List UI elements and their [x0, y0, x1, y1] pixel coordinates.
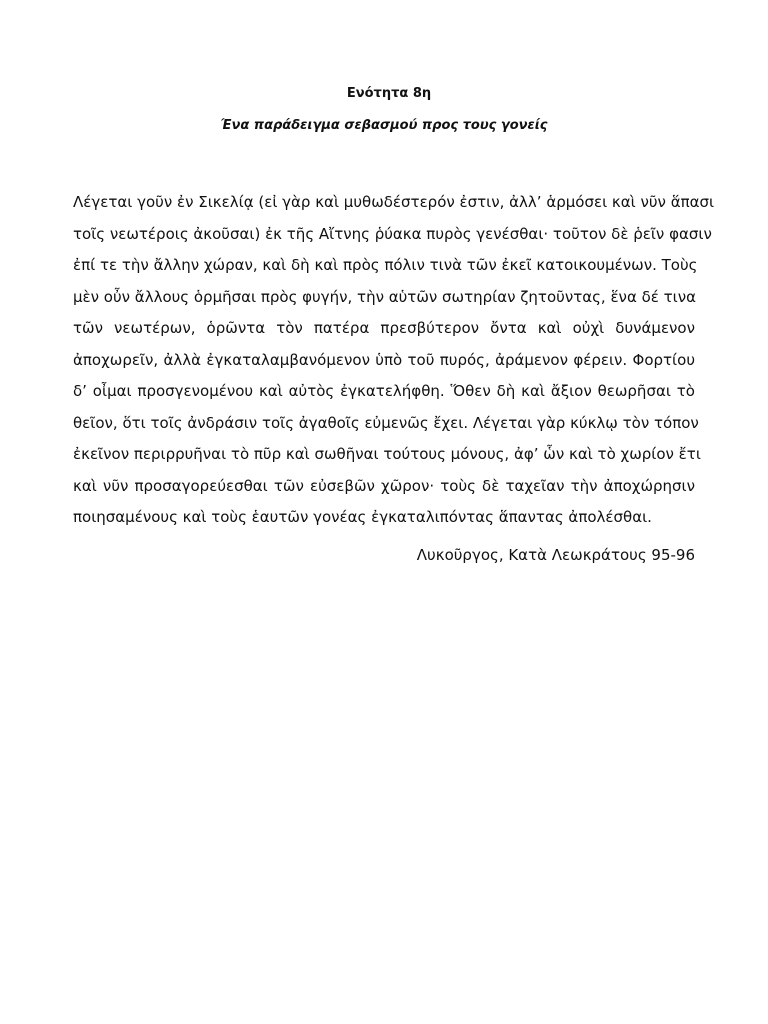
passage-line: θεῖον, ὅτι τοῖς ἀνδράσιν τοῖς ἀγαθοῖς εὐμενῶς ἔχει. Λέγεται γὰρ κύκλῳ τὸν τόπον	[73, 413, 699, 432]
passage-line: μὲν οὖν ἄλλους ὁρμῆσαι πρὸς φυγήν, τὴν αὑτῶν σωτηρίαν ζητοῦντας, ἕνα δέ τινα	[73, 287, 697, 306]
passage-line: τῶν νεωτέρων, ὁρῶντα τὸν πατέρα πρεσβύτερον ὄντα καὶ οὐχὶ δυνάμενον	[73, 319, 695, 337]
passage-line: ἀποχωρεῖν, ἀλλὰ ἐγκαταλαμβανόμενον ὑπὸ τοῦ πυρός, ἀράμενον φέρειν. Φορτίου	[73, 350, 695, 369]
passage-line: ἐκεῖνον περιρρυῆναι τὸ πῦρ καὶ σωθῆναι τούτους μόνους, ἀφ’ ὧν καὶ τὸ χωρίον ἔτι	[73, 445, 701, 463]
passage-line: Λέγεται γοῦν ἐν Σικελίᾳ (εἰ γὰρ καὶ μυθωδέστερόν ἐστιν, ἀλλ’ ἁρμόσει καὶ νῦν ἅπασι	[73, 193, 715, 211]
passage-line: δ’ οἶμαι προσγενομένου καὶ αὐτὸς ἐγκατελήφθη. Ὅθεν δὴ καὶ ἄξιον θεωρῆσαι τὸ	[73, 382, 695, 400]
source-attribution: Λυκοῦργος, Κατὰ Λεωκράτους 95-96	[416, 545, 695, 564]
passage-line: τοῖς νεωτέροις ἀκοῦσαι) ἐκ τῆς Αἴτνης ῥύακα πυρὸς γενέσθαι· τοῦτον δὲ ῥεῖν φασιν	[73, 224, 712, 243]
greek-passage	[73, 187, 715, 534]
passage-line: ποιησαμένους καὶ τοὺς ἑαυτῶν γονέας ἐγκαταλιπόντας ἅπαντας ἀπολέσθαι.	[73, 508, 652, 526]
passage-line: ἐπί τε τὴν ἄλλην χώραν, καὶ δὴ καὶ πρὸς πόλιν τινὰ τῶν ἐκεῖ κατοικουμένων. Τοὺς	[73, 256, 698, 274]
document-subtitle: Ένα παράδειγμα σεβασμού προς τους γονείς	[220, 118, 548, 133]
document-page	[73, 84, 715, 581]
passage-line: καὶ νῦν προσαγορεύεσθαι τῶν εὐσεβῶν χῶρον· τοὺς δὲ ταχεῖαν τὴν ἀποχώρησιν	[73, 476, 695, 495]
unit-title: Ενότητα 8η	[346, 86, 432, 101]
